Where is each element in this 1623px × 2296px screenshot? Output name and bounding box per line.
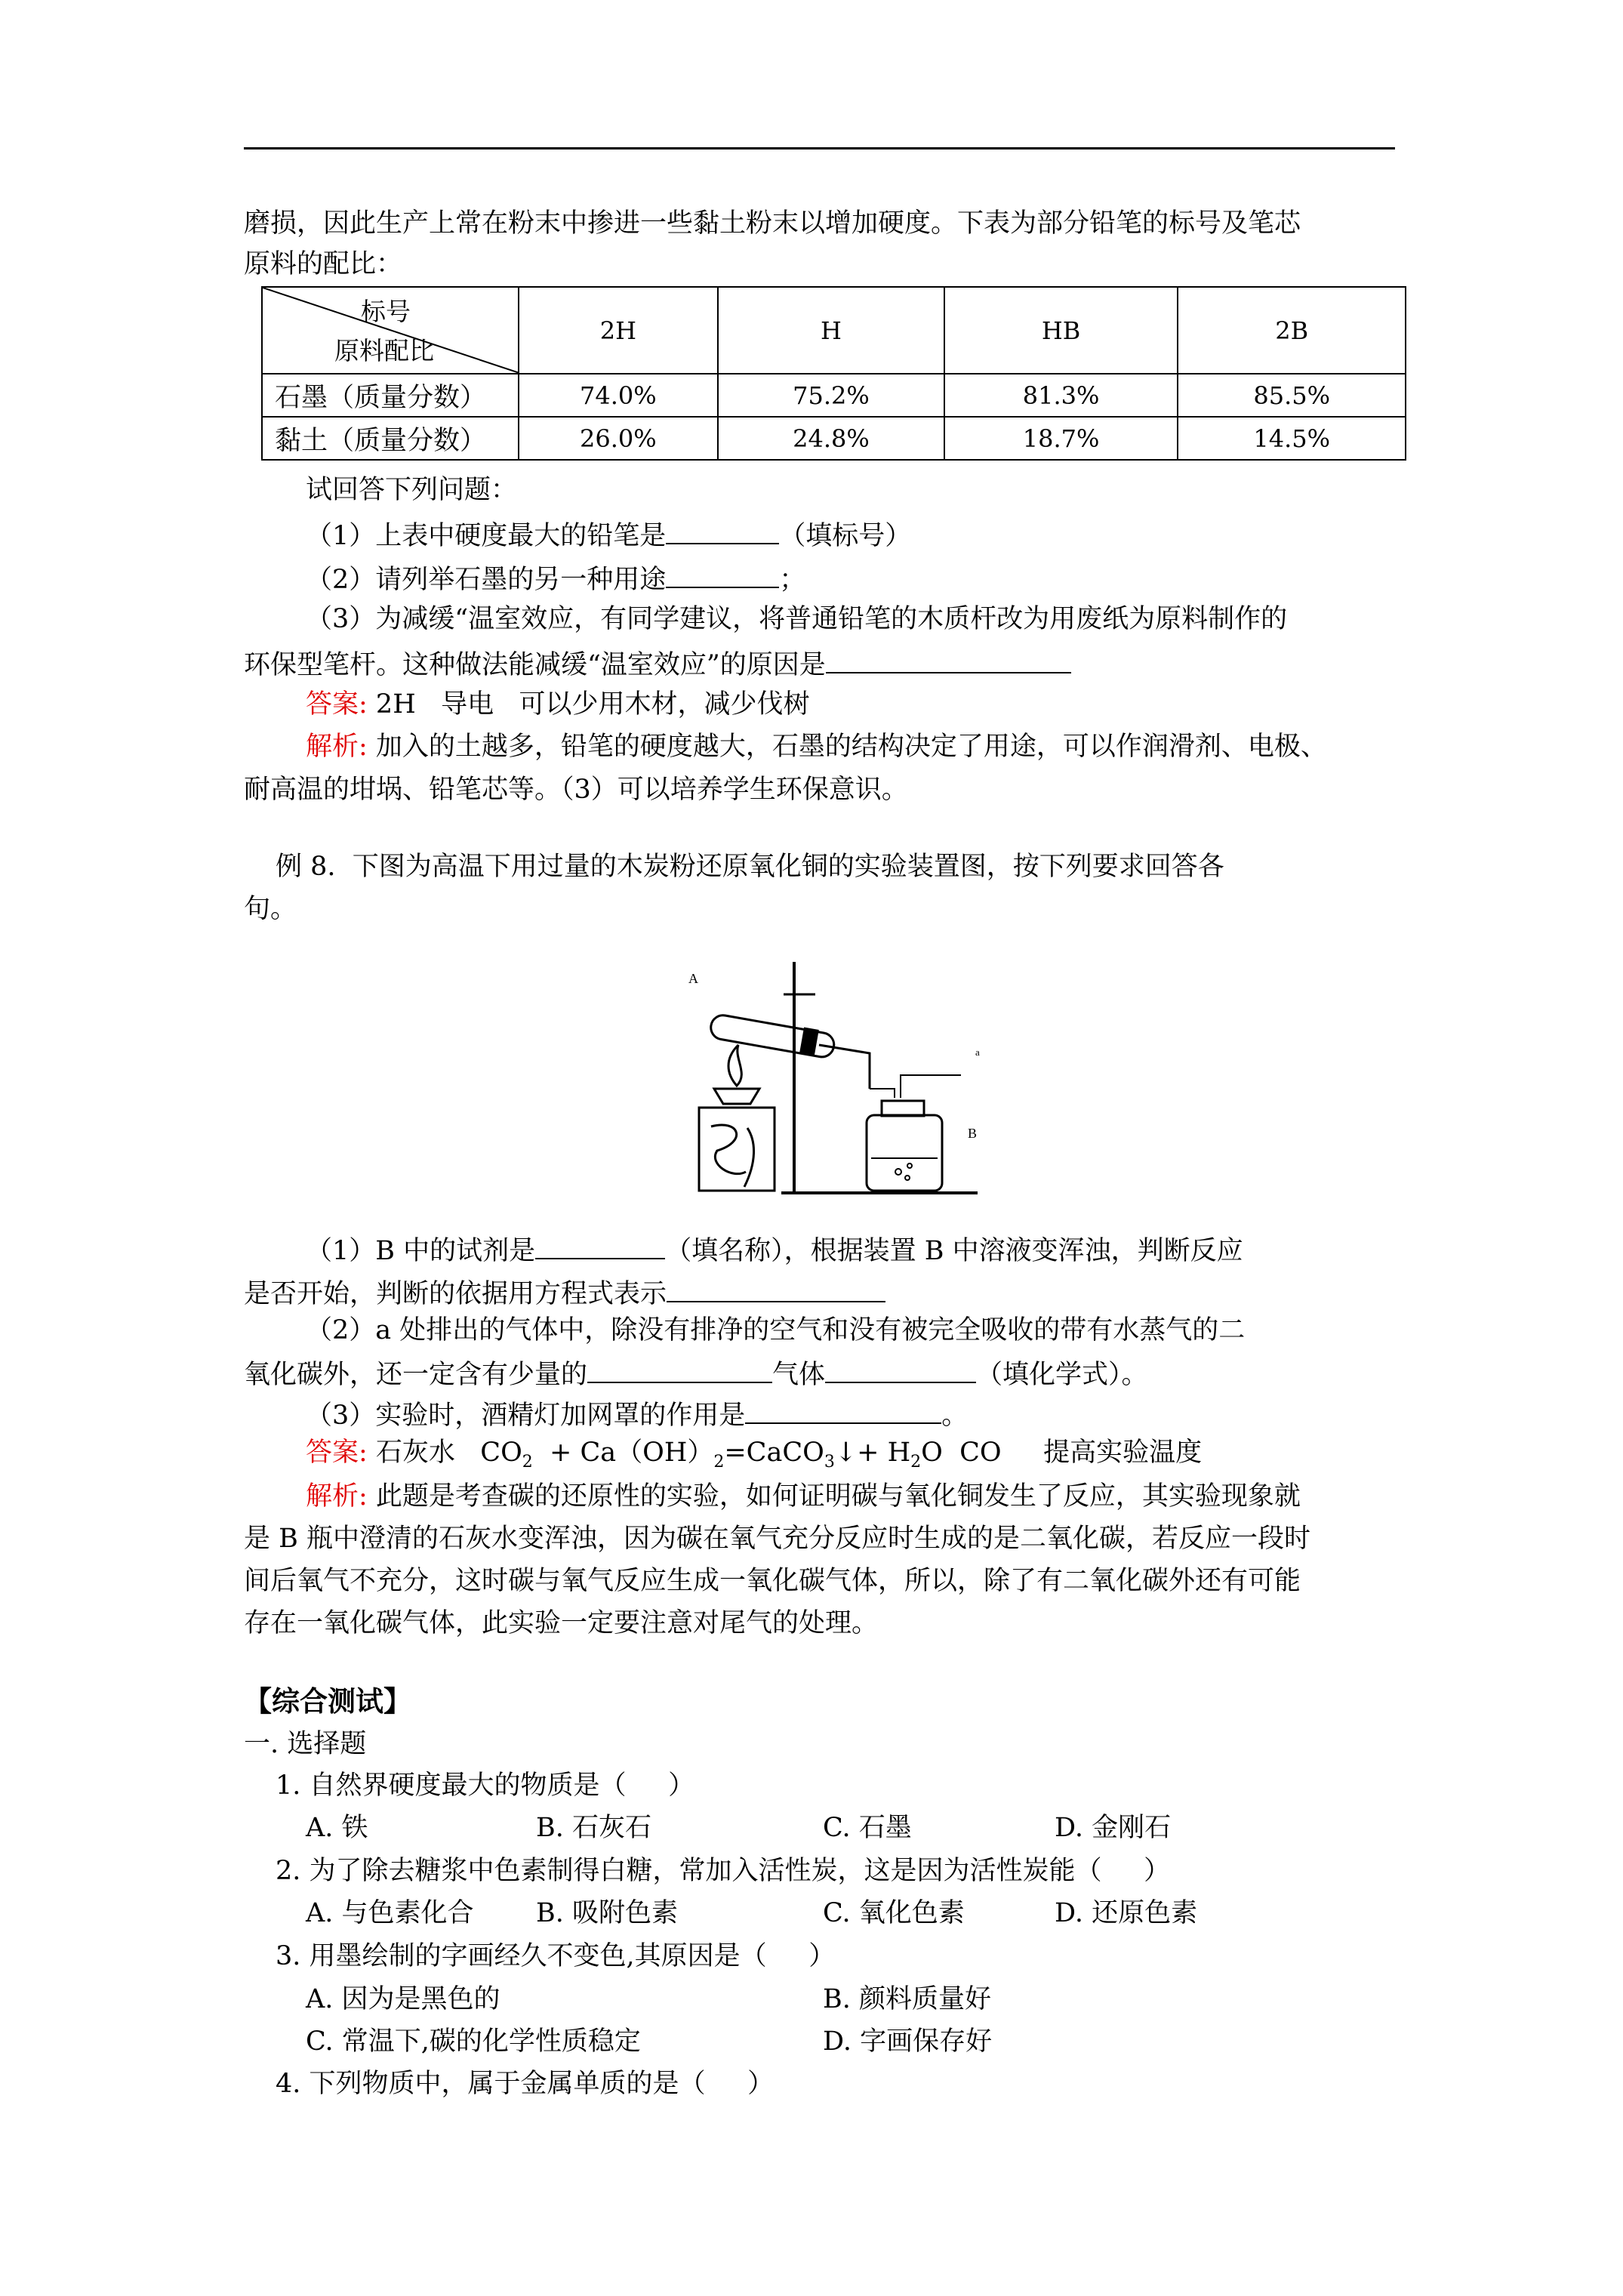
table-cell: 85.5% — [1178, 374, 1406, 417]
table-cell: 81.3% — [944, 374, 1178, 417]
table-cell: 75.2% — [718, 374, 944, 417]
example-8-question-2-line-2: 氧化碳外，还一定含有少量的 气体 （填化学式）。 — [244, 1354, 1148, 1391]
option[interactable]: C. 石墨 — [823, 1813, 912, 1843]
figure-label-small-a: a — [975, 1046, 980, 1058]
table-cell: 26.0% — [519, 417, 719, 460]
header-label-ratio: 原料配比 — [334, 336, 434, 365]
q7-question-2: （2）请列举石墨的另一种用途 ； — [306, 559, 805, 596]
figure-label-a: A — [688, 971, 698, 986]
option[interactable]: D. 金刚石 — [1055, 1813, 1172, 1843]
example-8-question-1-line-2: 是否开始，判断的依据用方程式表示 — [244, 1274, 885, 1311]
example-8-title-line-1: 例 8. 下图为高温下用过量的木炭粉还原氧化铜的实验装置图，按下列要求回答各 — [276, 852, 1224, 882]
experiment-apparatus-figure — [672, 953, 989, 1210]
table-cell: 24.8% — [718, 417, 944, 460]
table-row-label: 黏土（质量分数） — [262, 417, 519, 460]
test-question-1: 1. 自然界硬度最大的物质是（ ） — [276, 1771, 695, 1801]
option[interactable]: D. 还原色素 — [1055, 1898, 1198, 1928]
table-col-header: 2B — [1178, 287, 1406, 374]
q7-explanation-line-1: 解析: 加入的土越多，铅笔的硬度越大，石墨的结构决定了用途，可以作润滑剂、电极、 — [306, 732, 1327, 762]
table-col-header: 2H — [519, 287, 719, 374]
option[interactable]: A. 铁 — [306, 1813, 368, 1843]
q7-question-3-line-1: （3）为减缓“温室效应，有同学建议，将普通铅笔的木质杆改为用废纸为原料制作的 — [306, 604, 1288, 634]
answer-blank[interactable] — [745, 1395, 941, 1424]
option[interactable]: B. 颜料质量好 — [823, 1984, 991, 2014]
table-cell: 74.0% — [519, 374, 719, 417]
answer-blank[interactable] — [587, 1354, 772, 1383]
example-8-question-3: （3）实验时，酒精灯加网罩的作用是 。 — [306, 1395, 968, 1432]
answer-blank[interactable] — [825, 1354, 976, 1383]
example-8-explanation-line-2: 是 B 瓶中澄清的石灰水变浑浊，因为碳在氧气充分反应时生成的是二氧化碳，若反应一段时 — [244, 1524, 1310, 1554]
table-header-row — [262, 287, 1406, 374]
example-8-explanation-line-1: 解析: 此题是考查碳的还原性的实验，如何证明碳与氧化铜发生了反应，其实验现象就 — [306, 1481, 1301, 1512]
example-8-title-line-2: 句。 — [244, 894, 297, 924]
choice-section-label: 一. 选择题 — [244, 1729, 367, 1759]
figure-label-b: B — [968, 1126, 978, 1141]
table-col-header: HB — [944, 287, 1178, 374]
intro-line-2: 原料的配比： — [244, 249, 403, 279]
header-label-grade: 标号 — [361, 297, 411, 326]
table-row-label: 石墨（质量分数） — [262, 374, 519, 417]
option[interactable]: C. 常温下,碳的化学性质稳定 — [306, 2026, 641, 2057]
table-row — [262, 374, 1406, 417]
table-col-header: H — [718, 287, 944, 374]
test-question-4: 4. 下列物质中，属于金属单质的是（ ） — [276, 2069, 775, 2099]
answer-blank[interactable] — [535, 1231, 665, 1259]
answer-blank[interactable] — [667, 1274, 885, 1302]
pencil-composition-table — [261, 286, 1406, 461]
q7-answer: 答案: 2H 导电 可以少用木材，减少伐树 — [306, 689, 810, 720]
test-question-2: 2. 为了除去糖浆中色素制得白糖，常加入活性炭，这是因为活性炭能（ ） — [276, 1856, 1171, 1886]
q7-question-3-line-2: 环保型笔杆。这种做法能减缓“温室效应”的原因是 — [244, 645, 1071, 682]
test-question-3: 3. 用墨绘制的字画经久不变色,其原因是（ ） — [276, 1941, 836, 1971]
table-diagonal-header-cell — [262, 287, 519, 374]
answer-blank[interactable] — [666, 559, 779, 588]
intro-line-1: 磨损，因此生产上常在粉末中掺进一些黏土粉末以增加硬度。下表为部分铅笔的标号及笔芯 — [244, 208, 1301, 239]
q7-explanation-line-2: 耐高温的坩埚、铅笔芯等。（3）可以培养学生环保意识。 — [244, 775, 908, 805]
table-row — [262, 417, 1406, 460]
example-8-answer: 答案: 石灰水 $CO_2$ + $Ca(OH)_2=CaCO_3↓+ H_2O$ CO 提高实验温度 — [306, 1438, 1203, 1472]
answer-blank[interactable] — [666, 516, 779, 544]
example-8-explanation-line-3: 间后氧气不充分，这时碳与氧气反应生成一氧化碳气体，所以，除了有二氧化碳外还有可能 — [244, 1566, 1301, 1596]
table-cell: 14.5% — [1178, 417, 1406, 460]
q7-question-1: （1）上表中硬度最大的铅笔是 （填标号） — [306, 516, 911, 553]
q7-lead: 试回答下列问题： — [306, 475, 518, 505]
answer-blank[interactable] — [826, 645, 1071, 673]
example-8-explanation-line-4: 存在一氧化碳气体，此实验一定要注意对尾气的处理。 — [244, 1608, 879, 1638]
option[interactable]: B. 吸附色素 — [536, 1898, 678, 1928]
table-cell: 18.7% — [944, 417, 1178, 460]
option[interactable]: B. 石灰石 — [536, 1813, 651, 1843]
section-heading: 【综合测试】 — [244, 1684, 411, 1718]
option[interactable]: A. 因为是黑色的 — [306, 1984, 500, 2014]
option[interactable]: C. 氧化色素 — [823, 1898, 965, 1928]
header-rule — [244, 147, 1395, 149]
option[interactable]: D. 字画保存好 — [823, 2026, 993, 2057]
option[interactable]: A. 与色素化合 — [306, 1898, 474, 1928]
example-8-question-2-line-1: （2）a 处排出的气体中，除没有排净的空气和没有被完全吸收的带有水蒸气的二 — [306, 1315, 1246, 1345]
example-8-question-1-line-1: （1）B 中的试剂是 （填名称），根据装置 B 中溶液变浑浊，判断反应 — [306, 1231, 1243, 1268]
